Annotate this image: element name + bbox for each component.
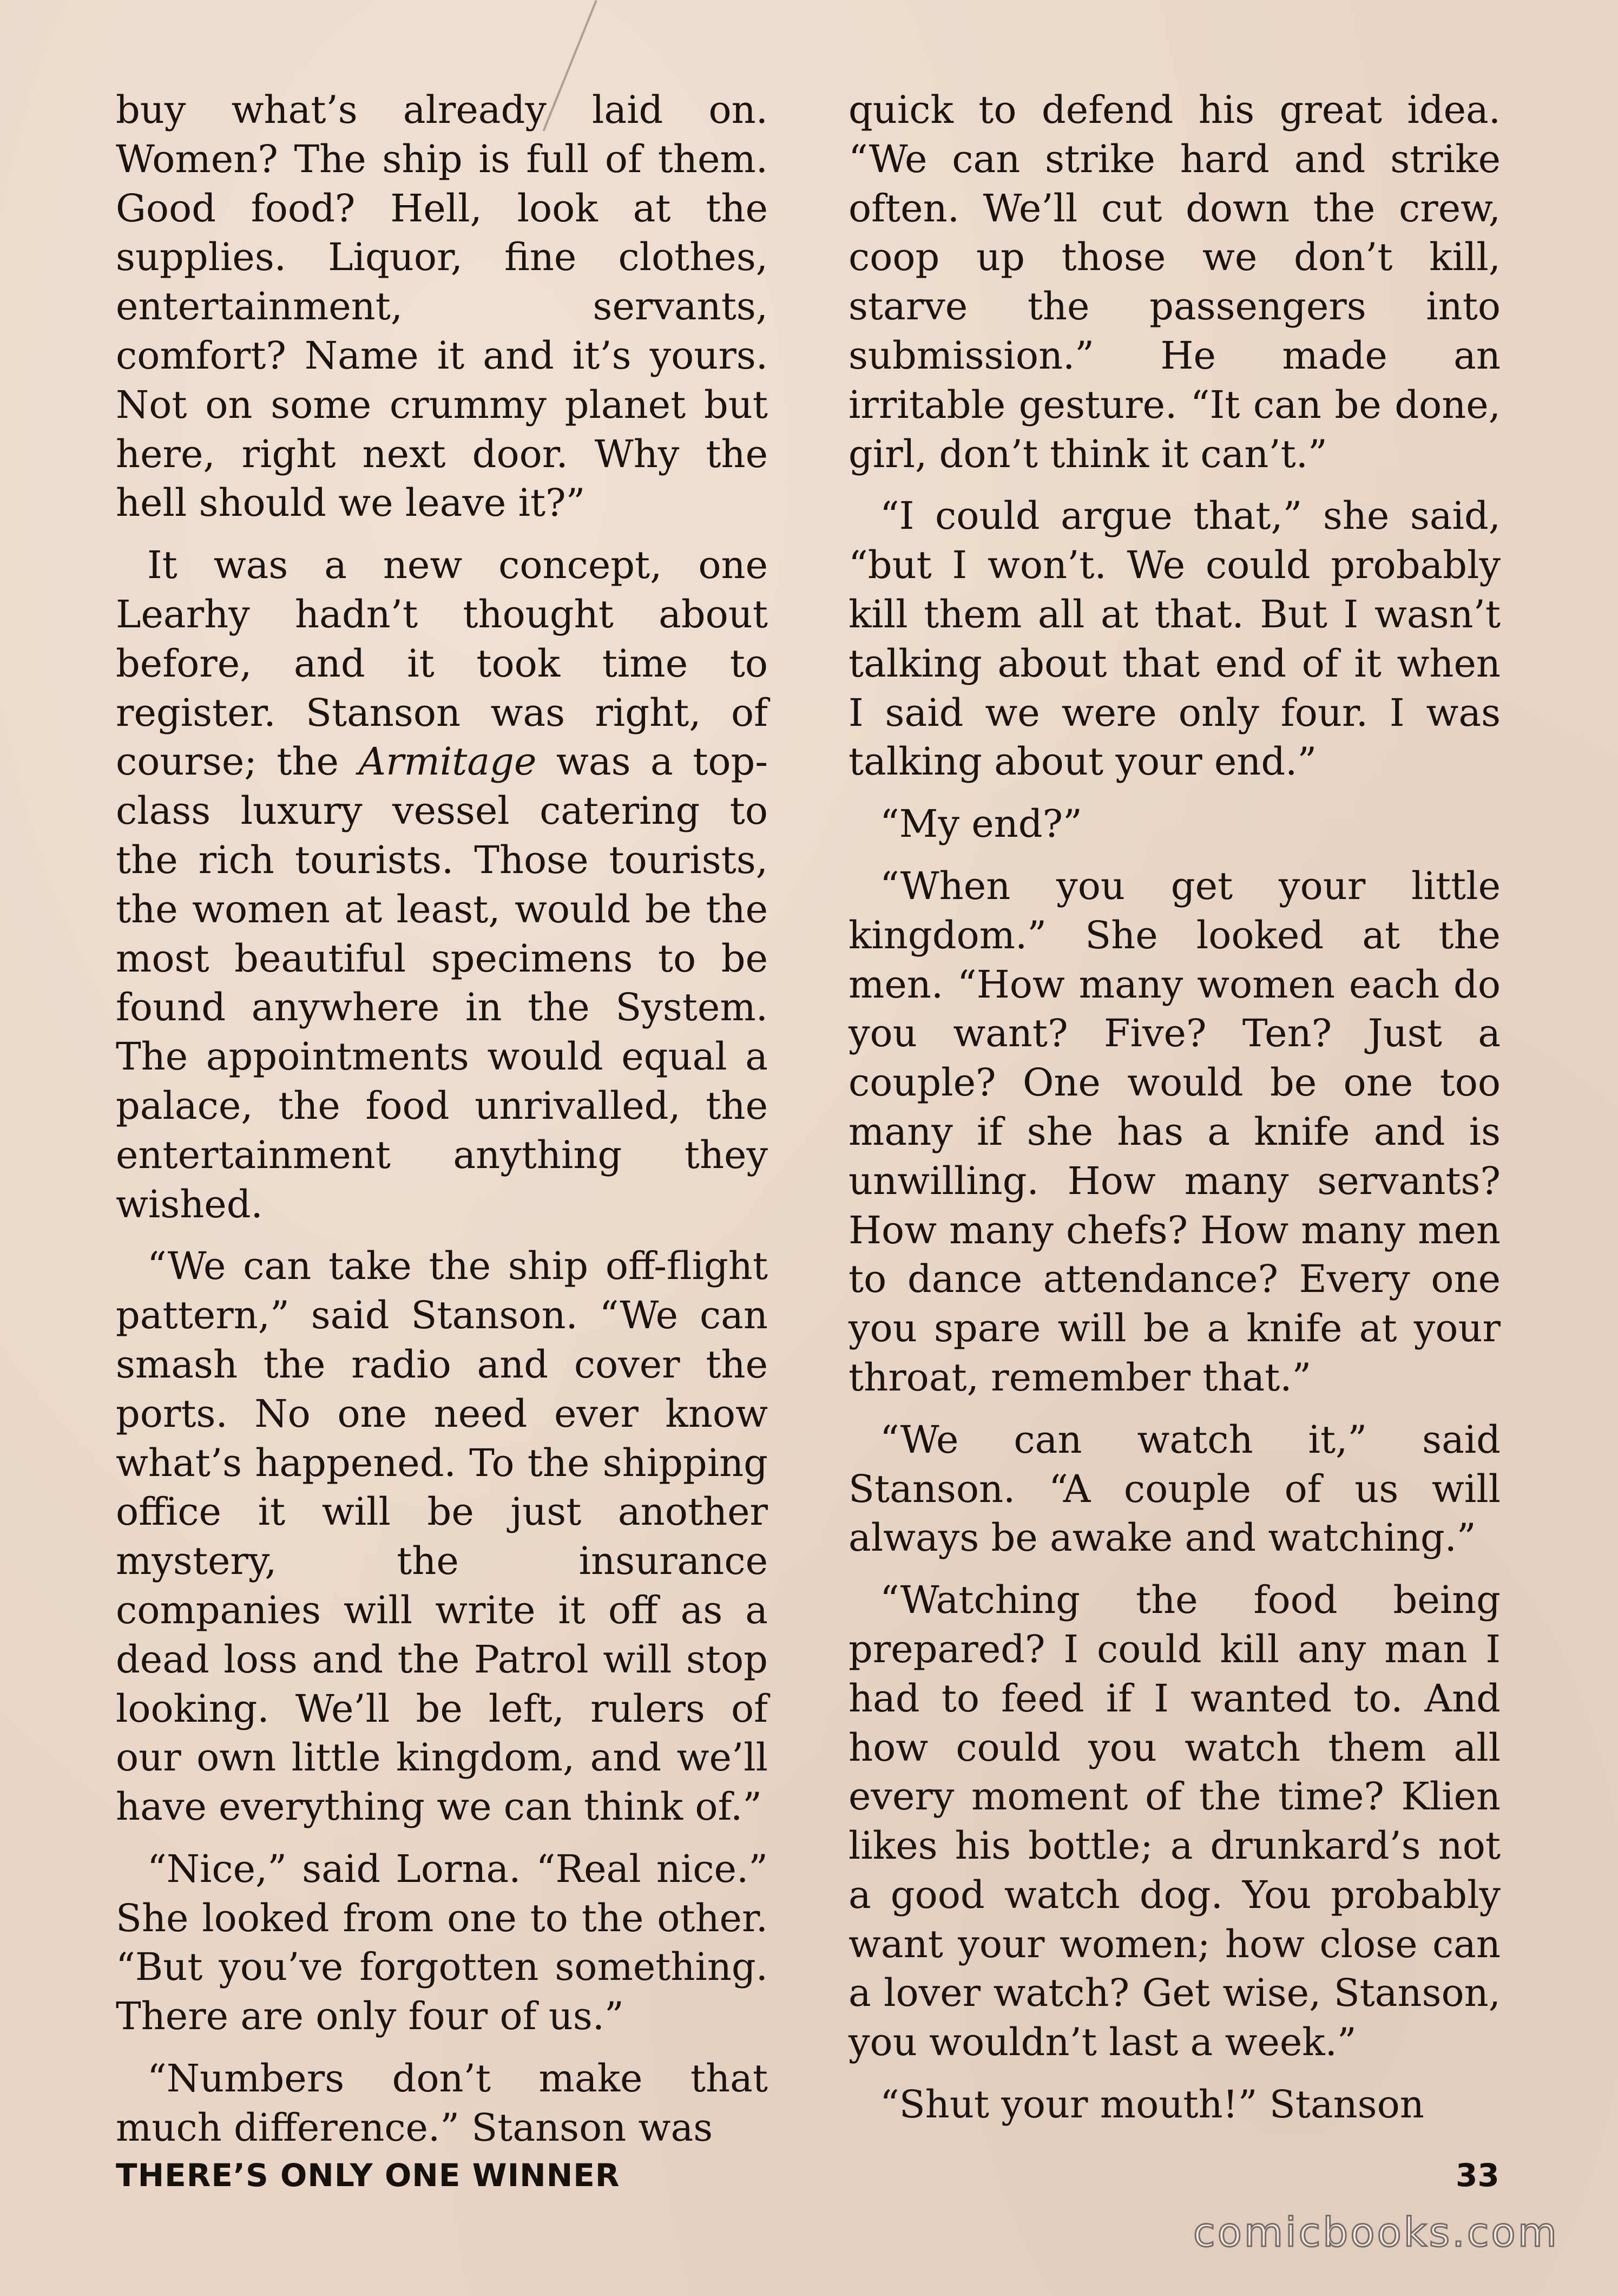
paragraph: “We can take the ship off-flight pattern,” said Stanson. “We can smash the radio and cover the ports. No one need ever know what’s happened. To the shipping office it will be just another mystery, the insurance companies will write it off as a dead loss and the Patrol will stop looking. We’ll be left, rulers of our own little kingdom, and we’ll have everything we can think of.” bbox=[116, 1244, 768, 1829]
paragraph: “My end?” bbox=[880, 802, 1082, 847]
left-text-column bbox=[116, 86, 768, 2166]
paragraph: “I could argue that,” she said, “but I won’t. We could probably kill them all at that. But I wasn’t talking about that end of it when I said we were only four. I was talking about your end.” bbox=[849, 494, 1501, 784]
running-footer-title: THERE’S ONLY ONE WINNER bbox=[116, 2157, 620, 2194]
page-number: 33 bbox=[1456, 2157, 1499, 2194]
paragraph: “Watching the food being prepared? I could kill any man I had to feed if I wanted to. And how could you watch them all every moment of the time? Klien likes his bottle; a drunkard’s not a good watch dog. You probably want your women; how close can a lover watch? Get wise, Stanson, you wouldn’t last a week.” bbox=[849, 1578, 1501, 2065]
ship-name: Armitage bbox=[358, 739, 537, 784]
site-watermark: comicbooks.com bbox=[1193, 2209, 1559, 2256]
paragraph: “Numbers don’t make that much difference.” Stanson was bbox=[116, 2056, 768, 2150]
paragraph: “When you get your little kingdom.” She looked at the men. “How many women each do you want? Five? Ten? Just a couple? One would be one too many if she has a knife and is unwilling. How many servants? How many chefs? How many men to dance attendance? Every one you spare will be a knife at your throat, remember that.” bbox=[849, 863, 1501, 1400]
paragraph: buy what’s already laid on. Women? The ship is full of them. Good food? Hell, look at the supplies. Liquor, fine clothes, entertainment, servants, comfort? Name it and it’s yours. Not on some crummy planet but here, right next door. Why the hell should we leave it?” bbox=[116, 88, 768, 526]
paragraph: It was a new concept, one Learhy hadn’t thought about before, and it took time to register. Stanson was right, of course; the Armitage was a top-class luxury vessel catering to the rich tourists. Those tourists, the women at least, would be the most beautiful specimens to be found anywhere in the System. The appointments would equal a palace, the food unrivalled, the entertainment anything they wished. bbox=[116, 543, 768, 1226]
right-text-column bbox=[849, 86, 1501, 2142]
paragraph: “Shut your mouth!” Stanson bbox=[880, 2082, 1424, 2127]
paragraph: “We can watch it,” said Stanson. “A couple of us will always be awake and watching.” bbox=[849, 1417, 1501, 1560]
paragraph: “Nice,” said Lorna. “Real nice.” She looked from one to the other. “But you’ve forgotten something. There are only four of us.” bbox=[116, 1846, 768, 2039]
paragraph: quick to defend his great idea. “We can strike hard and strike often. We’ll cut down the crew, coop up those we don’t kill, starve the passengers into submission.” He made an irritable gesture. “It can be done, girl, don’t think it can’t.” bbox=[849, 88, 1501, 476]
